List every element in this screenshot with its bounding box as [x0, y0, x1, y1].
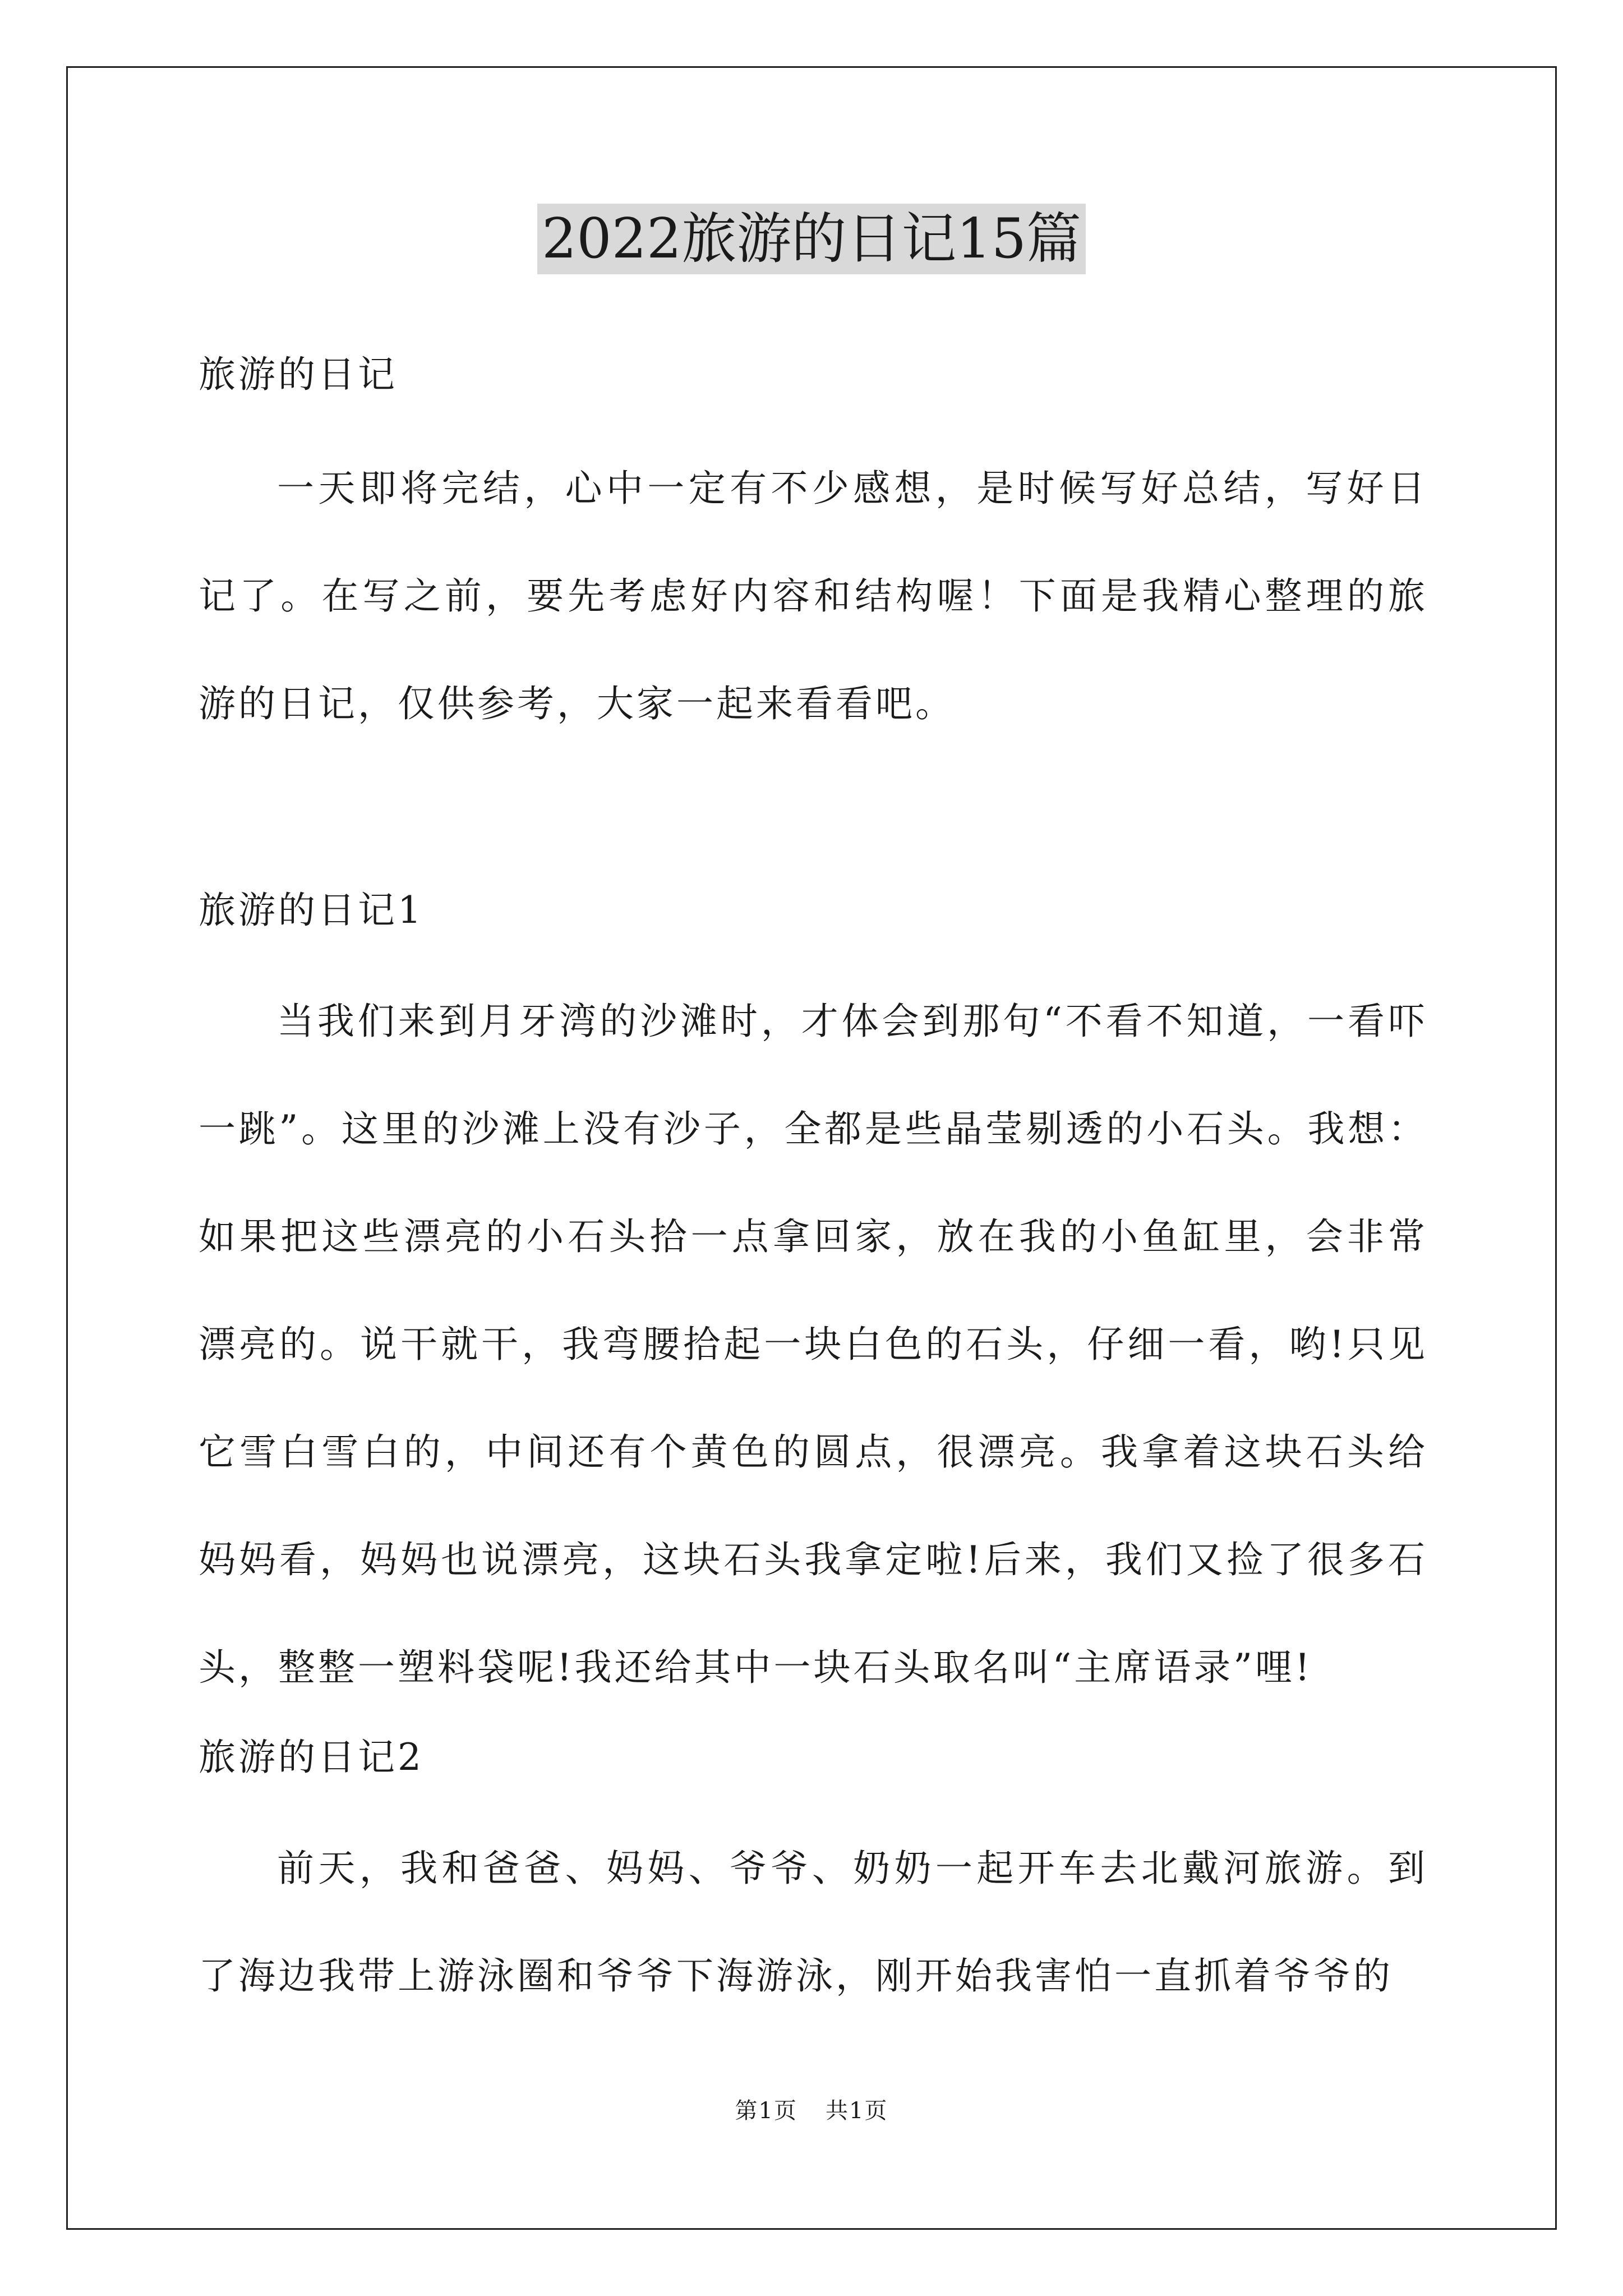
- intro-heading: 旅游的日记: [199, 353, 398, 396]
- section-heading-1: 旅游的日记1: [199, 889, 424, 932]
- document-title-text: 2022旅游的日记15篇: [537, 204, 1086, 274]
- intro-paragraph: 一天即将完结，心中一定有不少感想，是时候写好总结，写好日记了。在写之前，要先考虑好内容和结构喔！下面是我精心整理的旅游的日记，仅供参考，大家一起来看看吧。: [199, 467, 1428, 725]
- page-number: 第1页: [735, 2098, 797, 2124]
- section-paragraph-1: 当我们来到月牙湾的沙滩时，才体会到那句“不看不知道，一看吓一跳”。这里的沙滩上没有沙子，全都是些晶莹剔透的小石头。我想：如果把这些漂亮的小石头拾一点拿回家，放在我的小鱼缸里，会非常漂亮的。说干就干，我弯腰拾起一块白色的石头，仔细一看，哟!只见它雪白雪白的，中间还有个黄色的圆点，很漂亮。我拿着这块石头给妈妈看，妈妈也说漂亮，这块石头我拿定啦!后来，我们又捡了很多石头，整整一塑料袋呢!我还给其中一块石头取名叫“主席语录”哩!: [199, 1000, 1428, 1689]
- page-total: 共1页: [826, 2098, 888, 2124]
- page-footer: [0, 2095, 1623, 2127]
- section-paragraph-2: 前天，我和爸爸、妈妈、爷爷、奶奶一起开车去北戴河旅游。到了海边我带上游泳圈和爷爷下海游泳，刚开始我害怕一直抓着爷爷的: [199, 1847, 1428, 1998]
- section-heading-2: 旅游的日记2: [199, 1736, 424, 1779]
- document-title: [0, 202, 1623, 276]
